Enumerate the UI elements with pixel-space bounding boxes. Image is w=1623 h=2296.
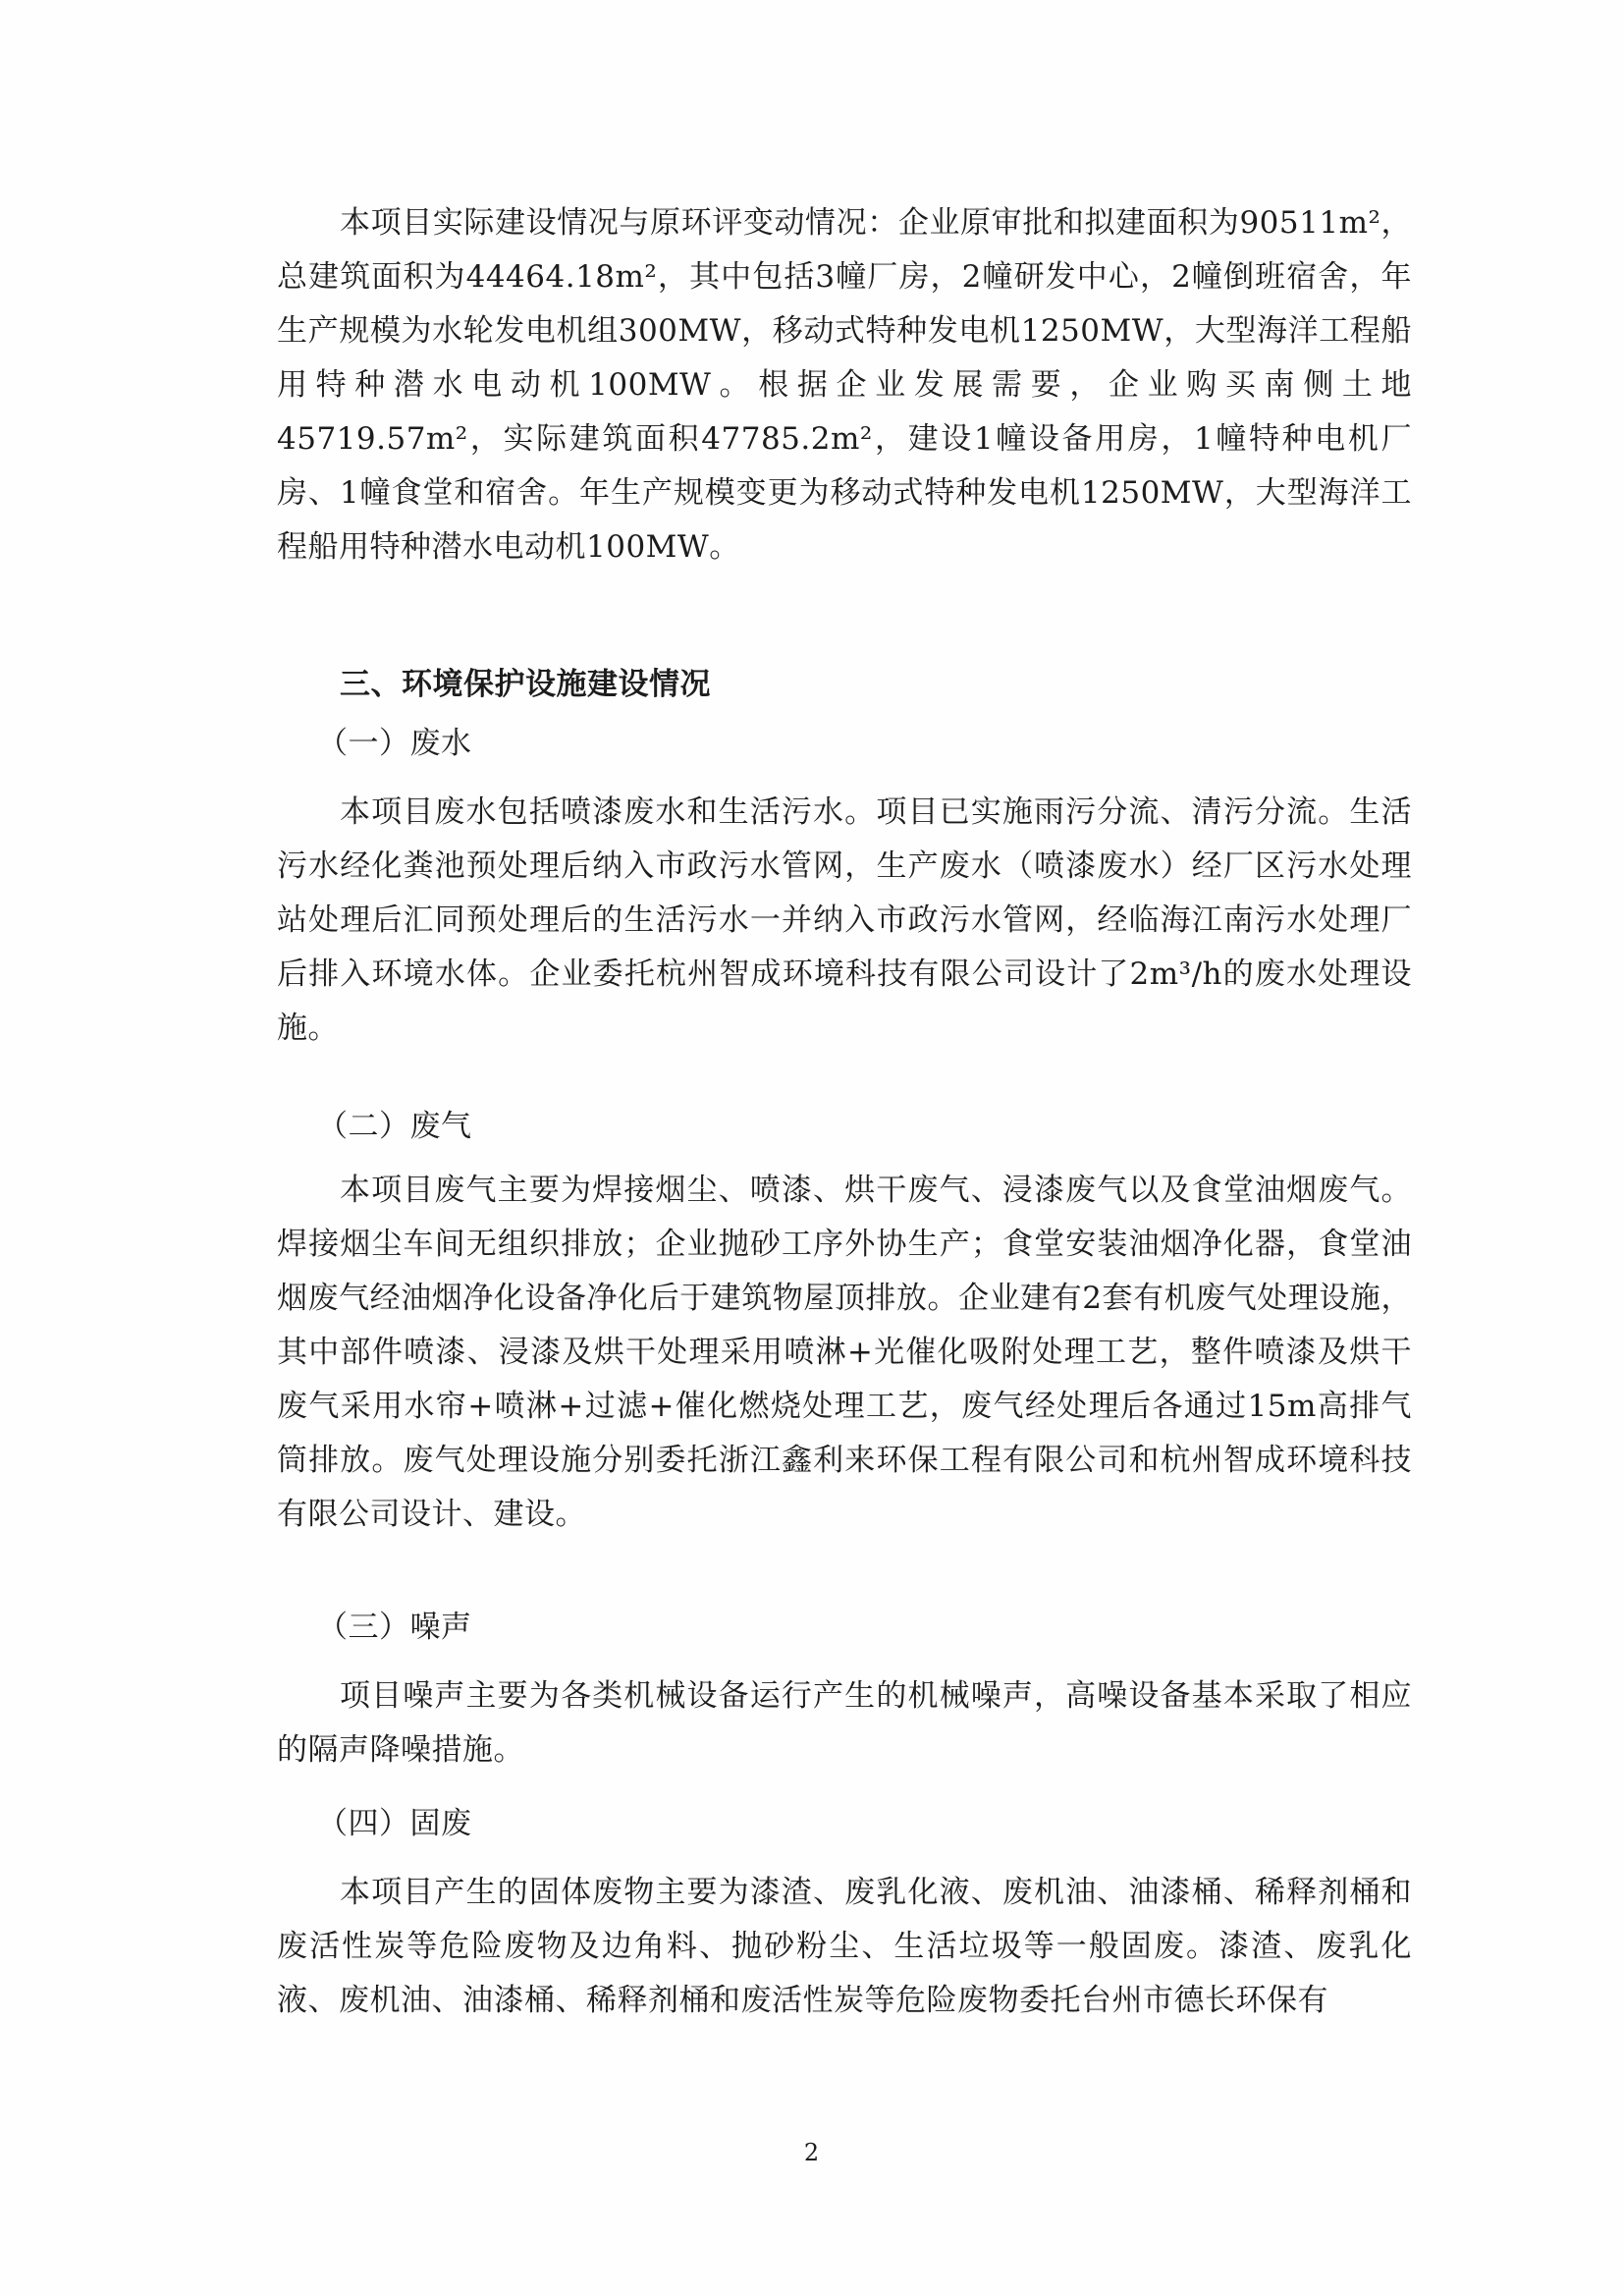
- paragraph-noise: 项目噪声主要为各类机械设备运行产生的机械噪声，高噪设备基本采取了相应的隔声降噪措施。: [277, 1678, 1412, 1768]
- subheading-exhaust-gas: （二）废气: [317, 1109, 472, 1144]
- paragraph-wastewater: 本项目废水包括喷漆废水和生活污水。项目已实施雨污分流、清污分流。生活污水经化粪池预处理后纳入市政污水管网，生产废水（喷漆废水）经厂区污水处理站处理后汇同预处理后的生活污水一并纳入市政污水管网，经临海江南污水处理厂后排入环境水体。企业委托杭州智成环境科技有限公司设计了2m³/h的废水处理设施。: [277, 794, 1412, 1046]
- paragraph-project-changes: 本项目实际建设情况与原环评变动情况：企业原审批和拟建面积为90511m²，总建筑面积为44464.18m²，其中包括3幢厂房，2幢研发中心，2幢倒班宿舍，年生产规模为水轮发电机组300MW，移动式特种发电机1250MW，大型海洋工程船用特种潜水电动机100MW。根据企业发展需要，企业购买南侧土地45719.57m²，实际建筑面积47785.2m²，建设1幢设备用房，1幢特种电机厂房、1幢食堂和宿舍。年生产规模变更为移动式特种发电机1250MW，大型海洋工程船用特种潜水电动机100MW。: [277, 205, 1412, 565]
- subheading-solid-waste: （四）固废: [317, 1806, 472, 1841]
- subheading-wastewater: （一）废水: [317, 726, 472, 761]
- page-number: 2: [803, 2139, 820, 2166]
- section-heading-environmental-facilities: 三、环境保护设施建设情况: [340, 667, 711, 702]
- paragraph-exhaust-gas: 本项目废气主要为焊接烟尘、喷漆、烘干废气、浸漆废气以及食堂油烟废气。焊接烟尘车间无组织排放；企业抛砂工序外协生产；食堂安装油烟净化器，食堂油烟废气经油烟净化设备净化后于建筑物屋顶排放。企业建有2套有机废气处理设施，其中部件喷漆、浸漆及烘干处理采用喷淋+光催化吸附处理工艺，整件喷漆及烘干废气采用水帘+喷淋+过滤+催化燃烧处理工艺，废气经处理后各通过15m高排气筒排放。废气处理设施分别委托浙江鑫利来环保工程有限公司和杭州智成环境科技有限公司设计、建设。: [277, 1173, 1412, 1532]
- subheading-noise: （三）噪声: [317, 1610, 472, 1645]
- paragraph-solid-waste: 本项目产生的固体废物主要为漆渣、废乳化液、废机油、油漆桶、稀释剂桶和废活性炭等危险废物及边角料、抛砂粉尘、生活垃圾等一般固废。漆渣、废乳化液、废机油、油漆桶、稀释剂桶和废活性炭等危险废物委托台州市德长环保有: [277, 1875, 1412, 2018]
